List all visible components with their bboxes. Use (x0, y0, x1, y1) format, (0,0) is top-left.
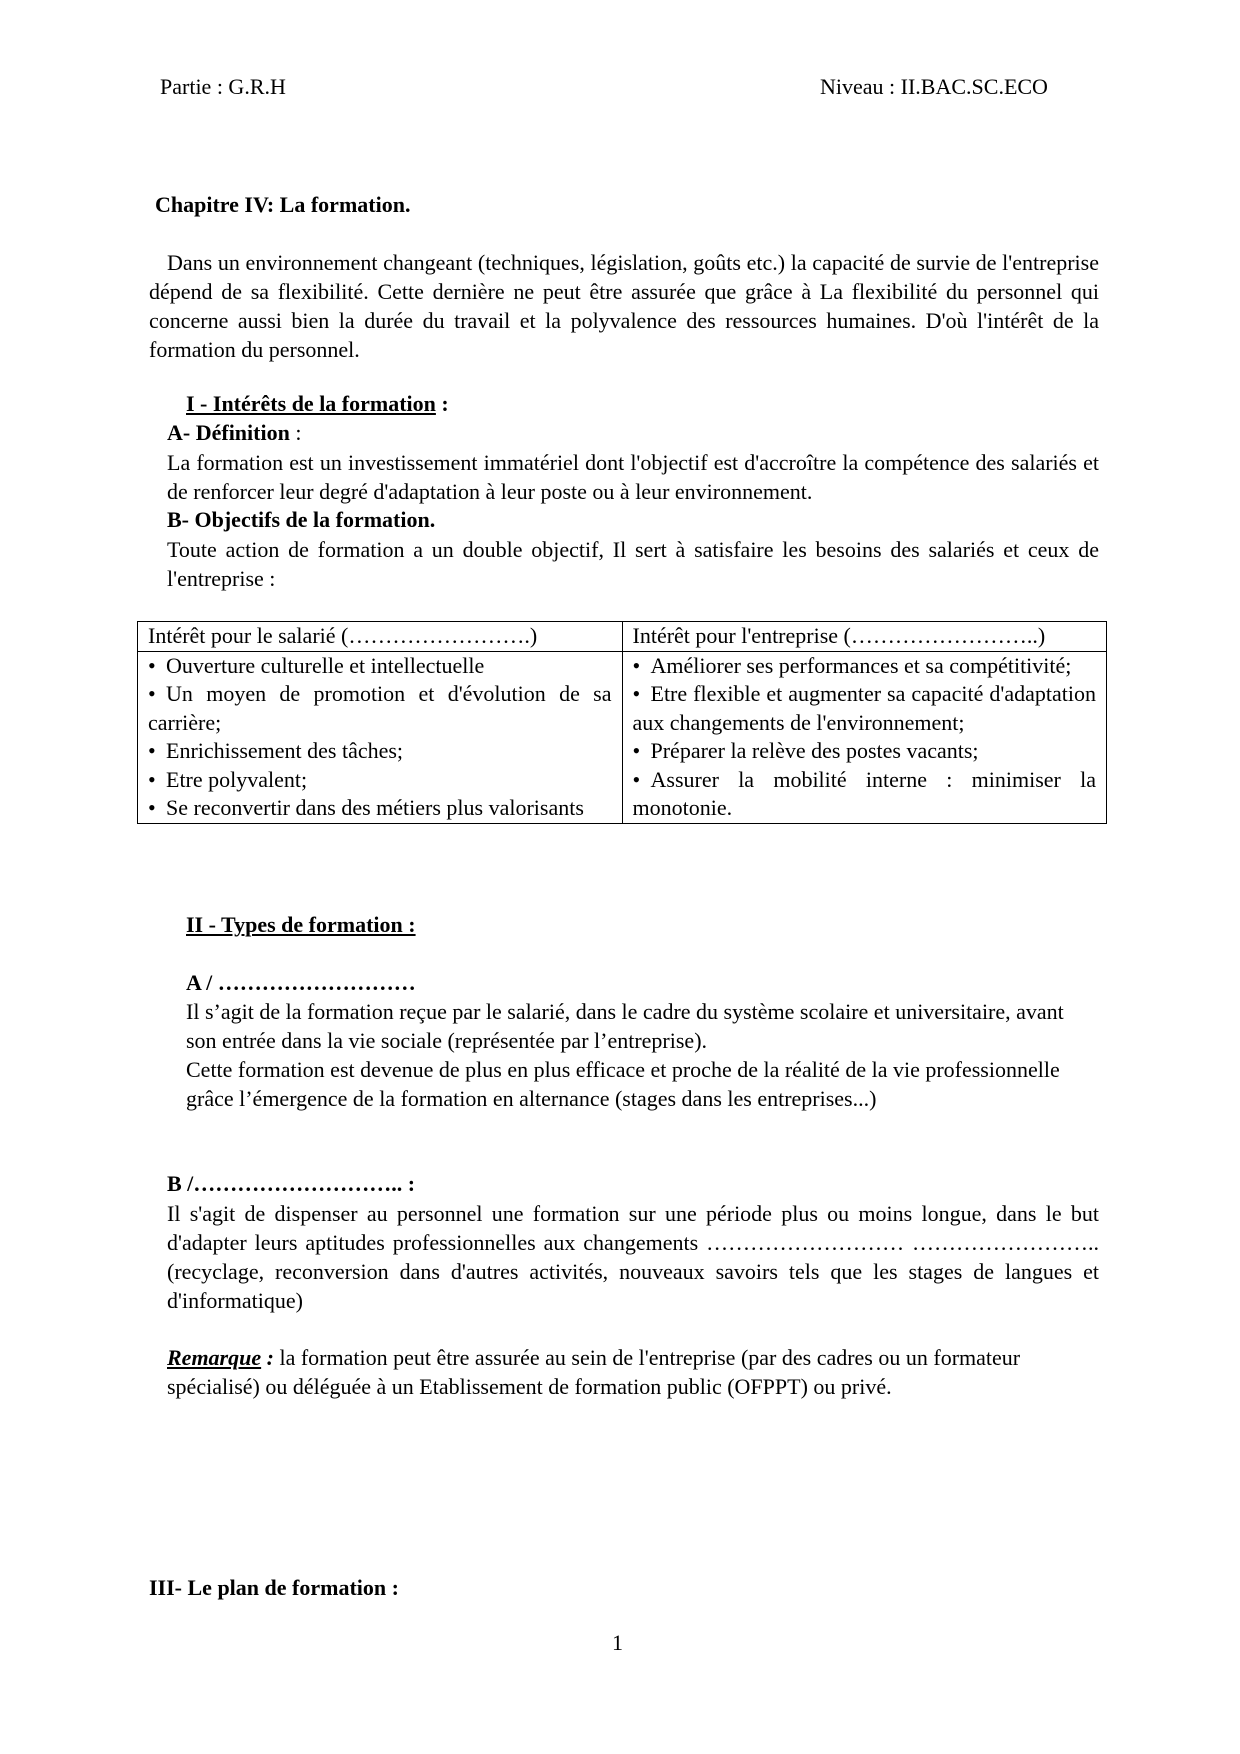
bullet-icon: • (632, 681, 641, 706)
chapter-title: Chapitre IV: La formation. (155, 192, 411, 217)
objectives-text: Toute action de formation a un double objectif, Il sert à satisfaire les besoins des salariés et ceux de l'entreprise : (167, 537, 1099, 591)
list-item-text: Se reconvertir dans des métiers plus valorisants (166, 795, 584, 820)
list-item (148, 680, 612, 737)
list-item (148, 652, 612, 681)
remark-label: Remarque (167, 1345, 262, 1370)
list-item (148, 737, 612, 766)
definition-title: A- Définition (167, 420, 290, 445)
bullet-icon: • (632, 652, 641, 678)
header-level: Niveau : II.BAC.SC.ECO (820, 74, 1048, 99)
type-a-paragraph-1: Il s’agit de la formation reçue par le salarié, dans le cadre du système scolaire et universitaire, avant son entrée dans la vie sociale (représentée par l’entreprise). (186, 999, 1064, 1053)
intro-text: Dans un environnement changeant (techniques, législation, goûts etc.) la capacité de survie de l'entreprise dépend de sa flexibilité. Cette dernière ne peut être assurée que grâce à La flexibilité du personnel qui concerne aussi bien la durée du travail et la polyvalence des ressources humaines. D'où l'intérêt de la formation du personnel. (149, 250, 1099, 362)
bullet-icon: • (632, 766, 641, 792)
header-subject: Partie : G.R.H (160, 74, 286, 99)
list-item-text: Enrichissement des tâches; (166, 738, 404, 763)
employee-interests-cell (138, 651, 623, 823)
table-row (138, 651, 1107, 823)
section-1-title: I - Intérêts de la formation (186, 391, 436, 416)
list-item-text: Améliorer ses performances et sa compétitivité; (650, 652, 1072, 678)
bullet-icon: • (632, 738, 641, 763)
section-1-title-suffix: : (435, 391, 449, 416)
list-item (633, 766, 1097, 823)
type-a-paragraph-2: Cette formation est devenue de plus en plus efficace et proche de la réalité de la vie professionnelle grâce l’émergence de la formation en alternance (stages dans les entreprises...) (186, 1057, 1060, 1111)
list-item-text: Etre flexible et augmenter sa capacité d'adaptation aux changements de l'environnement; (632, 681, 1096, 735)
list-item-text: Etre polyvalent; (166, 766, 308, 792)
intro-paragraph (149, 248, 1099, 364)
table-header-company: Intérêt pour l'entreprise (……………………..) (622, 622, 1107, 652)
remark-paragraph (167, 1343, 1099, 1401)
type-a-title: A / ……………………… (186, 970, 416, 995)
bullet-icon: • (148, 766, 156, 792)
bullet-icon: • (148, 738, 156, 763)
definition-title-suffix: : (289, 420, 302, 445)
remark-colon: : (261, 1345, 274, 1370)
list-item (633, 652, 1097, 681)
list-item-text: Préparer la relève des postes vacants; (650, 738, 979, 763)
interest-table (137, 621, 1107, 824)
list-item-text: Assurer la mobilité interne : minimiser la monotonie. (632, 766, 1096, 820)
type-b-text: Il s'agit de dispenser au personnel une formation sur une période plus ou moins longue, dans le but d'adapter leurs aptitudes professionnelles aux changements ……………………… …………………….. (recyclage, reconversion dans d'autres activités, nouveaux savoirs tels que les stages de langues et d'informatique) (167, 1201, 1099, 1313)
list-item (633, 680, 1097, 737)
remark-text: la formation peut être assurée au sein de l'entreprise (par des cadres ou un formateur spécialisé) ou déléguée à un Etablissement de formation public (OFPPT) ou privé. (167, 1345, 1021, 1399)
table-header-row (138, 622, 1107, 652)
list-item (148, 794, 612, 823)
type-b-title: B /……………………….. : (167, 1171, 416, 1196)
list-item (633, 737, 1097, 766)
list-item-text: Ouverture culturelle et intellectuelle (166, 652, 485, 678)
table-header-employee: Intérêt pour le salarié (…………………….) (138, 622, 623, 652)
bullet-icon: • (148, 795, 156, 820)
company-interests-list (633, 652, 1097, 823)
employee-interests-list (148, 652, 612, 823)
bullet-icon: • (148, 652, 156, 678)
section-3-title: III- Le plan de formation : (149, 1575, 399, 1600)
list-item-text: Un moyen de promotion et d'évolution de sa carrière; (148, 681, 612, 735)
objectives-title: B- Objectifs de la formation. (167, 507, 436, 532)
section-1-heading (186, 391, 449, 417)
list-item (148, 766, 612, 795)
bullet-icon: • (148, 681, 156, 706)
page-number: 1 (612, 1630, 623, 1655)
company-interests-cell (622, 651, 1107, 823)
section-2-title: II - Types de formation : (186, 912, 416, 937)
definition-heading (167, 420, 301, 446)
definition-text: La formation est un investissement immatériel dont l'objectif est d'accroître la compétence des salariés et de renforcer leur degré d'adaptation à leur poste ou à leur environnement. (167, 450, 1099, 504)
type-a-text (186, 997, 1066, 1113)
